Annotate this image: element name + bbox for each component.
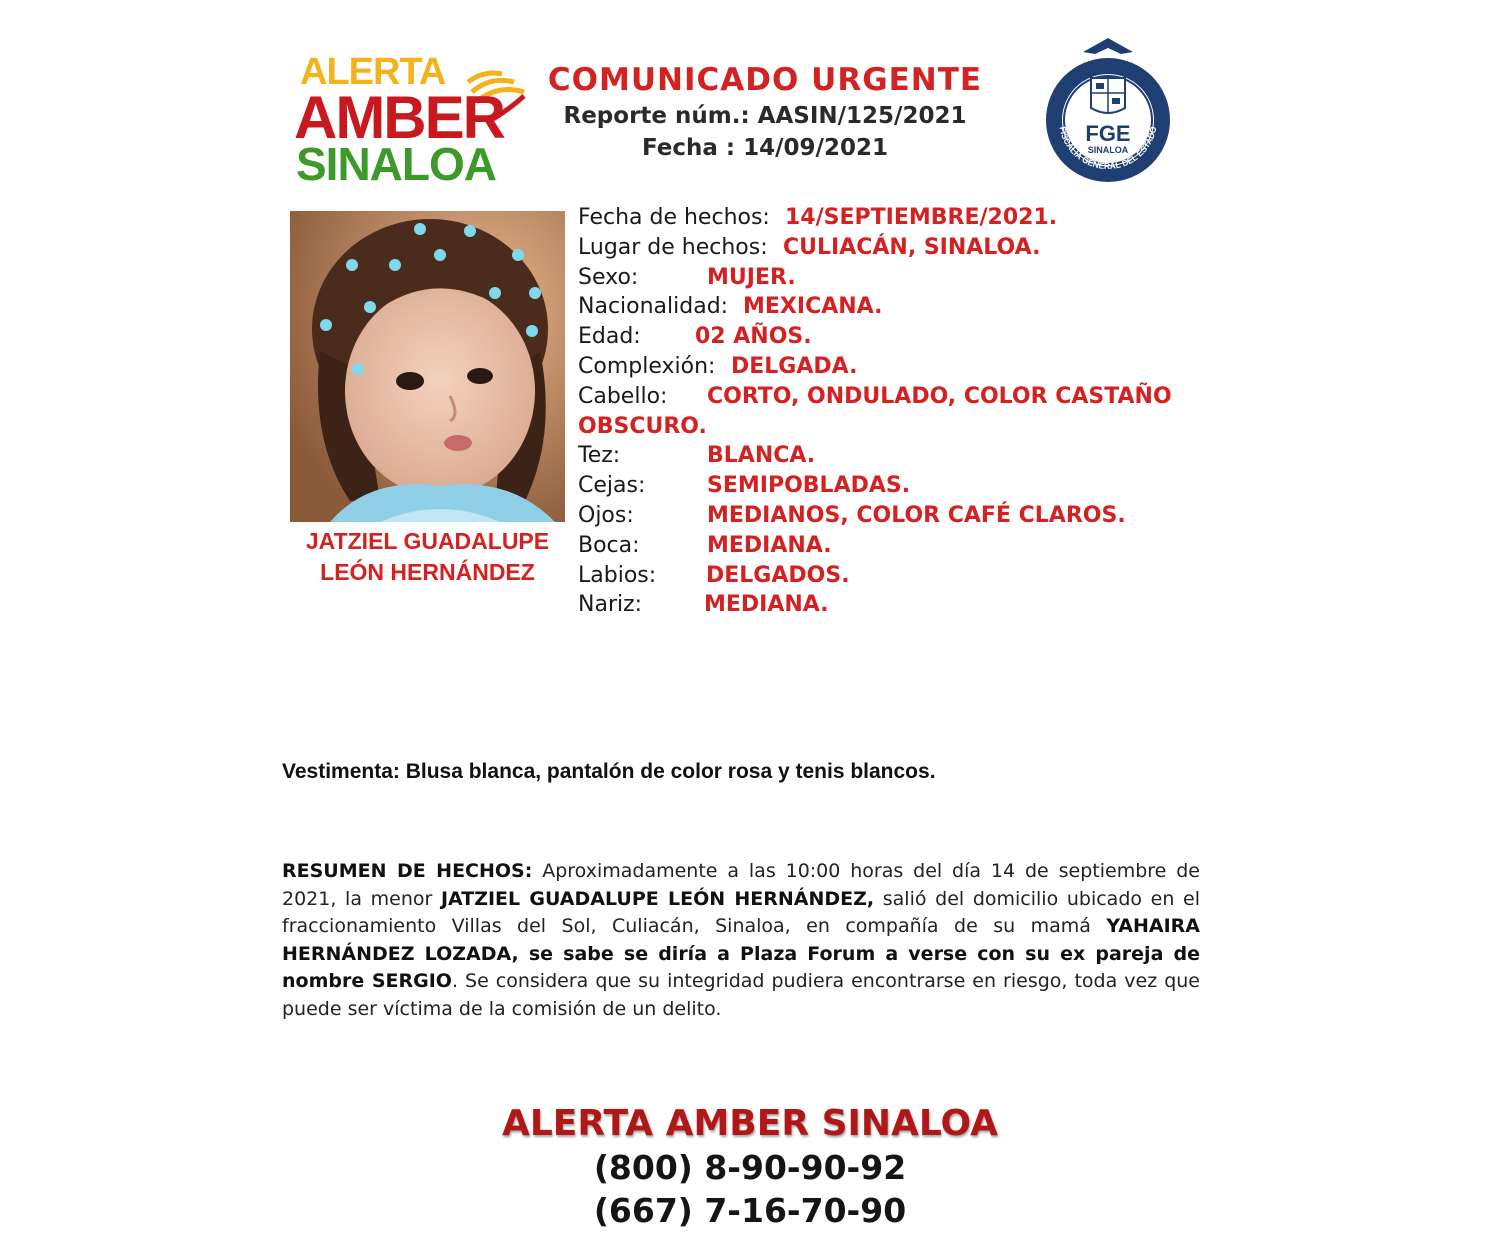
detail-row-sexo xyxy=(578,263,1198,293)
seal-state: SINALOA xyxy=(1087,145,1129,155)
detail-row-boca xyxy=(578,531,1198,561)
report-number: Reporte núm.: AASIN/125/2021 xyxy=(563,103,967,129)
detail-value: CULIACÁN, SINALOA. xyxy=(783,234,1041,260)
detail-label: Tez: xyxy=(578,443,621,469)
seal-ring-text: FISCALÍA GENERAL DEL ESTADO xyxy=(1057,125,1159,172)
facts-bold-1: JATZIEL GUADALUPE LEÓN HERNÁNDEZ, xyxy=(440,887,875,910)
logo-text-alerta: ALERTA xyxy=(300,52,446,93)
detail-value: MEDIANA. xyxy=(707,532,832,558)
facts-bold-2: YAHAIRA HERNÁNDEZ LOZADA, se sabe se diría a Plaza Forum a verse con su ex pareja de nombre SERGIO xyxy=(282,915,1200,992)
person-name-line1: JATZIEL GUADALUPE xyxy=(305,528,550,554)
detail-value: 14/SEPTIEMBRE/2021. xyxy=(785,205,1058,230)
clothing-description: Vestimenta: Blusa blanca, pantalón de color rosa y tenis blancos. xyxy=(282,760,936,783)
report-date: Fecha : 14/09/2021 xyxy=(642,135,888,161)
detail-row-labios xyxy=(578,561,1198,591)
phone-number-1: (800) 8-90-90-92 xyxy=(593,1148,907,1187)
person-name xyxy=(270,526,585,588)
detail-label: Labios: xyxy=(578,562,657,588)
detail-value-line2: OBSCURO. xyxy=(578,413,707,439)
facts-summary-label: RESUMEN DE HECHOS: xyxy=(282,860,533,882)
detail-row-nacionalidad xyxy=(578,292,1198,322)
detail-label: Fecha de hechos: xyxy=(578,205,770,230)
detail-row-nariz xyxy=(578,590,1198,620)
seal-abbr: FGE xyxy=(1085,121,1131,146)
facts-text-1: Aproximadamente a las 10:00 horas del día 14 de septiembre de 2021, la menor xyxy=(282,860,1200,910)
detail-value: MEXICANA. xyxy=(743,294,883,320)
facts-summary xyxy=(282,858,1200,1023)
logo-text-sinaloa: SINALOA xyxy=(296,138,496,188)
detail-value: 02 AÑOS. xyxy=(695,324,812,350)
details-list xyxy=(578,203,1198,620)
detail-row-tez xyxy=(578,441,1198,471)
fge-seal-logo xyxy=(1043,38,1173,186)
detail-value xyxy=(578,382,1178,442)
phone-number-2: (667) 7-16-70-90 xyxy=(593,1191,907,1230)
detail-label: Ojos: xyxy=(578,502,634,528)
detail-label: Nacionalidad: xyxy=(578,294,729,320)
person-name-line2: LEÓN HERNÁNDEZ xyxy=(320,559,535,585)
detail-value: SEMIPOBLADAS. xyxy=(707,473,911,499)
detail-value: DELGADOS. xyxy=(706,562,850,588)
detail-value: BLANCA. xyxy=(707,443,816,469)
footer-contact xyxy=(350,1102,1150,1232)
detail-value: DELGADA. xyxy=(731,353,858,379)
logo-text-amber: AMBER xyxy=(294,84,504,151)
detail-row-ojos xyxy=(578,501,1198,531)
detail-label: Cejas: xyxy=(578,473,646,499)
detail-value: MEDIANA. xyxy=(704,592,829,618)
detail-label: Boca: xyxy=(578,532,640,558)
detail-label: Lugar de hechos: xyxy=(578,234,768,260)
detail-row-complexion xyxy=(578,352,1198,382)
detail-value-line1: CORTO, ONDULADO, COLOR CASTAÑO xyxy=(707,383,1172,409)
detail-row-cejas xyxy=(578,471,1198,501)
detail-label: Sexo: xyxy=(578,264,639,290)
facts-text-2: salió del domicilio ubicado en el fraccionamiento Villas del Sol, Culiacán, Sinaloa, en compañía de su mamá xyxy=(282,887,1200,937)
alerta-amber-logo xyxy=(292,52,532,188)
header xyxy=(545,60,985,164)
detail-label: Nariz: xyxy=(578,592,643,618)
detail-label: Complexión: xyxy=(578,353,716,379)
detail-row-lugar xyxy=(578,233,1198,263)
detail-label: Edad: xyxy=(578,324,641,350)
detail-value: MUJER. xyxy=(707,264,796,290)
detail-label: Cabello: xyxy=(578,383,668,409)
facts-text-3: . Se considera que su integridad pudiera encontrarse en riesgo, toda vez que puede ser víctima de la comisión de un delito. xyxy=(282,970,1200,1020)
detail-row-edad xyxy=(578,322,1198,352)
detail-row-cabello xyxy=(578,382,1198,442)
page-title: COMUNICADO URGENTE xyxy=(547,62,983,98)
footer-title: ALERTA AMBER SINALOA xyxy=(501,1103,999,1144)
detail-value: MEDIANOS, COLOR CAFÉ CLAROS. xyxy=(707,502,1126,528)
person-photo xyxy=(290,211,565,522)
detail-row-fecha xyxy=(578,203,1198,233)
